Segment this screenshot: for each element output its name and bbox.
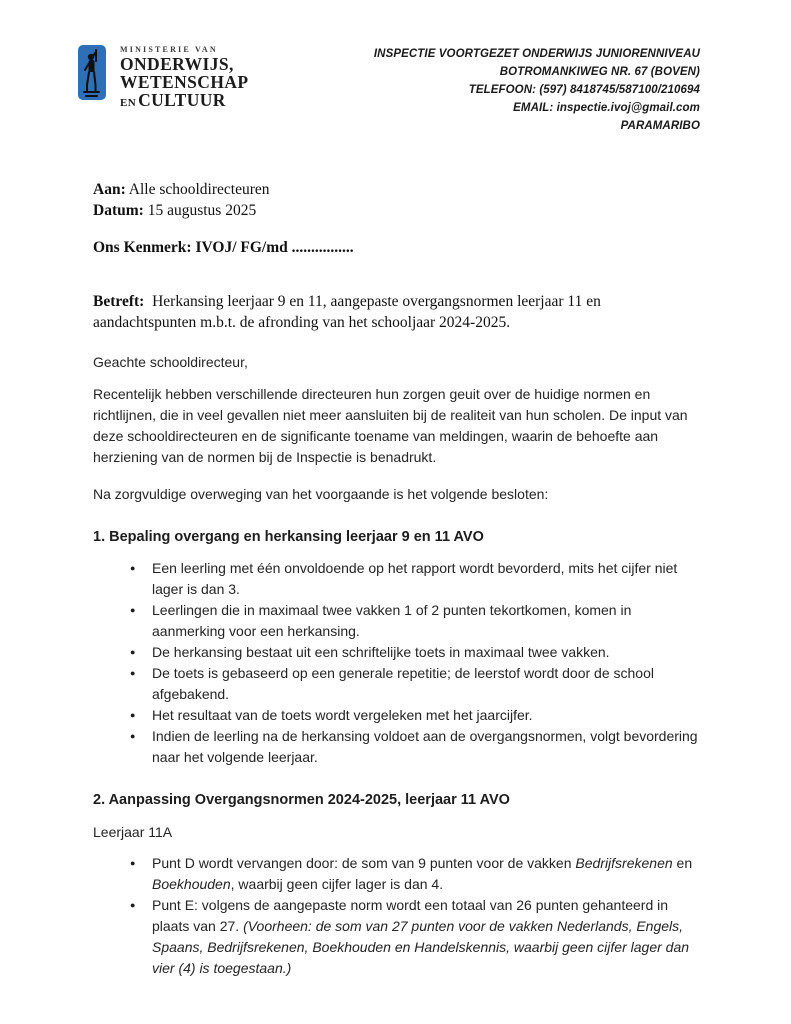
- kenmerk-value: IVOJ/ FG/md: [195, 239, 288, 256]
- letter-body: [0, 179, 791, 979]
- ministry-pre-title: MINISTERIE VAN: [120, 45, 218, 54]
- bullet-item: ● Het resultaat van de toets wordt vergeleken met het jaarcijfer.: [130, 705, 698, 726]
- kenmerk-dots: ................: [291, 239, 354, 256]
- section2-bullet-list: [93, 853, 698, 979]
- section2-heading: 2. Aanpassing Overgangsnormen 2024-2025, leerjaar 11 AVO: [93, 792, 510, 808]
- bullet-item: ● Indien de leerling na de herkansing voldoet aan de overgangsnormen, volgt bevordering naar het volgende leerjaar.: [130, 726, 698, 768]
- contact-line-org: INSPECTIE VOORTGEZET ONDERWIJS JUNIORENNIVEAU: [373, 48, 700, 60]
- decision-lead-paragraph: Na zorgvuldige overweging van het voorgaande is het volgende besloten:: [93, 486, 549, 502]
- inspection-contact-block: [374, 45, 700, 135]
- section1-bullet-list: [93, 558, 698, 768]
- meta-block: [93, 179, 703, 333]
- betreft-text: Herkansing leerjaar 9 en 11, aangepaste overgangsnormen leerjaar 11 en aandachtspunten m.b.t. de afronding van het schooljaar 2024-2025.: [93, 293, 601, 331]
- contact-line-address: BOTROMANKIWEG NR. 67 (BOVEN): [499, 66, 700, 78]
- ministry-name-cultuur: CULTUUR: [138, 90, 226, 110]
- reference-line: [93, 237, 703, 258]
- betreft-label: Betreft:: [93, 293, 145, 310]
- salutation: Geachte schooldirecteur,: [93, 354, 248, 370]
- ministry-crest-icon: [78, 45, 106, 100]
- ministry-name-en: EN: [120, 97, 137, 109]
- bullet-item: ● De herkansing bestaat uit een schriftelijke toets in maximaal twee vakken.: [130, 642, 698, 663]
- bullet-item: ● Een leerling met één onvoldoende op het rapport wordt bevorderd, mits het cijfer niet lager is dan 3.: [130, 558, 698, 600]
- contact-line-email: EMAIL: inspectie.ivoj@gmail.com: [513, 102, 700, 114]
- ministry-name-line1: ONDERWIJS,: [120, 54, 234, 74]
- aan-label: Aan:: [93, 181, 126, 198]
- ministry-name-line2: WETENSCHAP: [120, 72, 249, 92]
- bullet-item: ● Leerlingen die in maximaal twee vakken 1 of 2 punten tekortkomen, komen in aanmerking voor een herkansing.: [130, 600, 698, 642]
- bullet-item: ● Punt D wordt vervangen door: de som van 9 punten voor de vakken Bedrijfsrekenen en Boekhouden, waarbij geen cijfer lager is dan 4.: [130, 853, 698, 895]
- aan-value: Alle schooldirecteuren: [128, 181, 270, 198]
- date-line: [93, 200, 703, 221]
- addressee-line: [93, 179, 703, 200]
- letter-header: [0, 0, 791, 135]
- section2-subheading: Leerjaar 11A: [93, 824, 173, 840]
- bullet-item: ● De toets is gebaseerd op een generale repetitie; de leerstof wordt door de school afgebakend.: [130, 663, 698, 705]
- subject-line: [93, 291, 693, 333]
- section1-heading: 1. Bepaling overgang en herkansing leerjaar 9 en 11 AVO: [93, 529, 484, 545]
- bullet-item: ● Punt E: volgens de aangepaste norm wordt een totaal van 26 punten gehanteerd in plaats van 27. (Voorheen: de som van 27 punten voor de vakken Nederlands, Engels, Spaans, Bedrijfsrekenen, Boekhouden en Handelskennis, waarbij geen cijfer lager dan vier (4) is toegestaan.): [130, 895, 698, 979]
- ministry-wordmark: [120, 45, 248, 112]
- contact-line-city: PARAMARIBO: [620, 120, 700, 132]
- datum-label: Datum:: [93, 202, 144, 219]
- ministry-brand: [78, 45, 248, 112]
- kenmerk-label: Ons Kenmerk:: [93, 239, 192, 256]
- intro-paragraph: Recentelijk hebben verschillende directeuren hun zorgen geuit over de huidige normen en richtlijnen, die in veel gevallen niet meer aansluiten bij de realiteit van hun scholen. De input van deze schooldirecteuren en de significante toename van meldingen, waarin de behoefte aan herziening van de normen bij de Inspectie is benadrukt.: [93, 386, 688, 465]
- contact-line-phone: TELEFOON: (597) 8418745/587100/210694: [468, 84, 700, 96]
- ministry-name-line3: [120, 91, 248, 112]
- datum-value: 15 augustus 2025: [147, 202, 257, 219]
